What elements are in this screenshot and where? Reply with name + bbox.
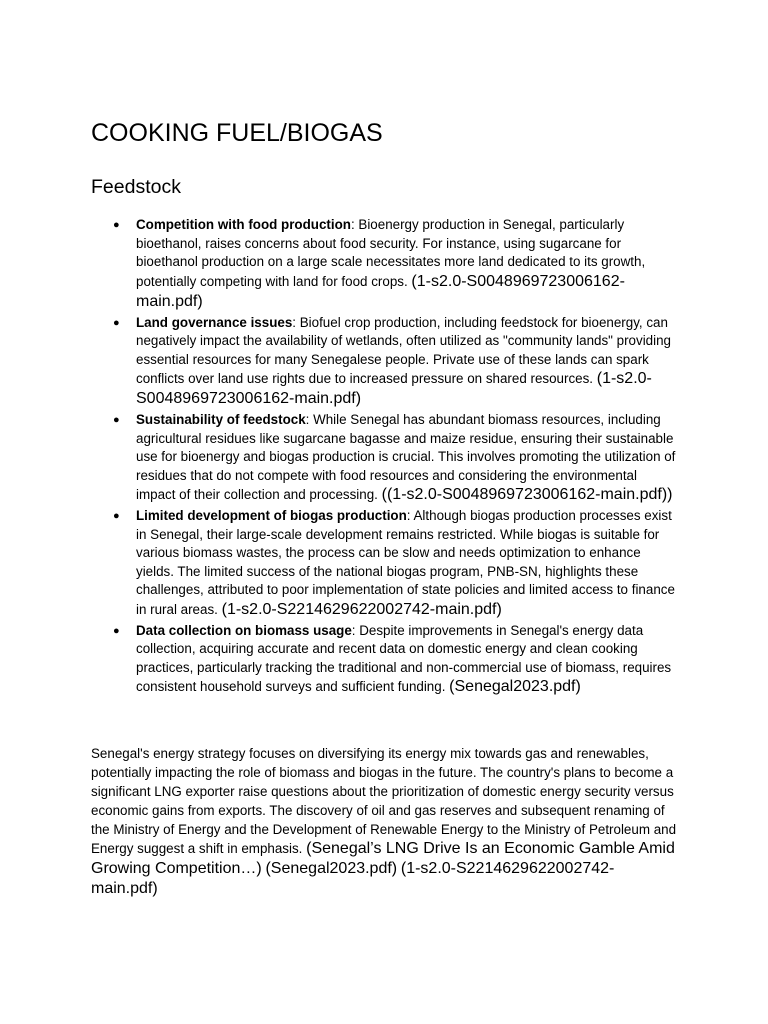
- item-citation: ((1-s2.0-S0048969723006162-main.pdf)): [381, 486, 673, 503]
- item-term: Land governance issues: [136, 314, 293, 330]
- item-citation: (1-s2.0-S0048969723006162-main.pdf): [136, 370, 652, 407]
- paragraph-text: Senegal's energy strategy focuses on diversifying its energy mix towards gas and renewables, potentially impacting the role of biomass and biogas in the future. The country's plans to become a significant LNG exporter raise questions about the prioritization of domestic energy security versus economic gains from exports. The discovery of oil and gas reserves and subsequent renaming of the Ministry of Energy and the Development of Renewable Energy to the Ministry of Petroleum and Energy suggest a shift in emphasis.: [91, 746, 677, 856]
- item-text: : Biofuel crop production, including feedstock for bioenergy, can negatively impact the availability of wetlands, often utilized as "community lands" providing essential resources for many Senegalese people. Private use of these lands can spark conflicts over land use rights due to increased pressure on shared resources.: [136, 314, 671, 386]
- bullet-icon: ●: [113, 316, 120, 329]
- list-item: [91, 507, 679, 620]
- list-item: [91, 216, 679, 312]
- summary-paragraph: [91, 744, 681, 899]
- document-title: COOKING FUEL/BIOGAS: [91, 119, 383, 147]
- section-heading-feedstock: Feedstock: [91, 176, 181, 198]
- item-term: Data collection on biomass usage: [136, 622, 352, 638]
- paragraph-citation: (1-s2.0-S2214629622002742-main.pdf): [91, 860, 615, 897]
- paragraph-citation: (Senegal2023.pdf): [265, 860, 398, 877]
- item-text: : While Senegal has abundant biomass resources, including agricultural residues like sugarcane bagasse and maize residue, ensuring their sustainable use for bioenergy and biogas production is crucial. This involves promoting the utilization of residues that do not compete with food resources and considering the environmental impact of their collection and processing.: [136, 412, 676, 502]
- item-term: Sustainability of feedstock: [136, 412, 306, 427]
- bullet-icon: ●: [113, 624, 120, 637]
- item-text: : Despite improvements in Senegal's energy data collection, acquiring accurate and recent data on domestic energy and clean cooking practices, particularly tracking the traditional and non-commercial use of biomass, requires consistent household surveys and sufficient funding.: [136, 622, 672, 694]
- list-item: [91, 622, 679, 698]
- item-text: : Although biogas production processes exist in Senegal, their large-scale development remains restricted. While biogas is suitable for various biomass wastes, the process can be slow and needs optimization to enhance yields. The limited success of the national biogas program, PNB-SN, highlights these challenges, attributed to poor implementation of state policies and limited access to finance in rural areas.: [136, 508, 675, 617]
- item-citation: (1-s2.0-S0048969723006162-main.pdf): [136, 272, 625, 310]
- bullet-icon: ●: [113, 414, 120, 426]
- paragraph-citation: (Senegal’s LNG Drive Is an Economic Gamble Amid Growing Competition…): [91, 840, 675, 877]
- feedstock-list: [91, 216, 679, 699]
- item-citation: (1-s2.0-S2214629622002742-main.pdf): [221, 600, 502, 618]
- item-term: Competition with food production: [136, 217, 351, 232]
- bullet-icon: ●: [113, 219, 120, 231]
- item-term: Limited development of biogas production: [136, 508, 407, 523]
- item-citation: (Senegal2023.pdf): [449, 678, 581, 695]
- list-item: [91, 411, 679, 505]
- item-text: : Bioenergy production in Senegal, particularly bioethanol, raises concerns about food security. For instance, using sugarcane for bioethanol production on a large scale necessitates more land dedicated to its growth, potentially competing with land for food crops.: [136, 217, 646, 289]
- list-item: [91, 314, 679, 410]
- bullet-icon: ●: [113, 510, 120, 522]
